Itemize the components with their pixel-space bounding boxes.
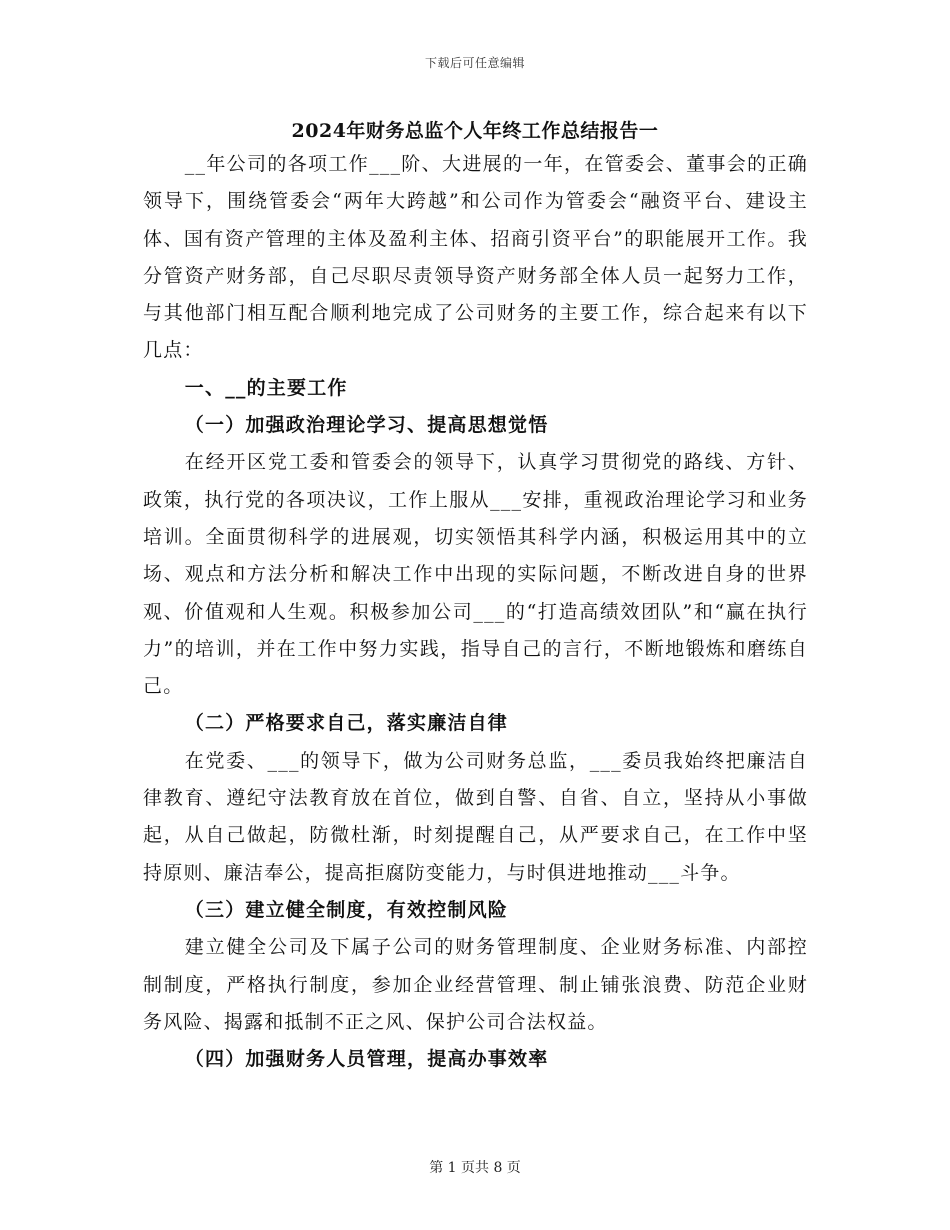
body-paragraph: __年公司的各项工作___阶、大进展的一年，在管委会、董事会的正确领导下，围绕管委会“两年大跨越”和公司作为管委会“融资平台、建设主体、国有资产管理的主体及盈利主体、招商引资平台”的职能展开工作。我分管资产财务部，自己尽职尽责领导资产财务部全体人员一起努力工作，与其他部门相互配合顺利地完成了公司财务的主要工作，综合起来有以下几点： (143, 153, 808, 362)
subsection-heading: （二）严格要求自己，落实廉洁自律 (184, 712, 508, 735)
body-paragraph: 建立健全公司及下属子公司的财务管理制度、企业财务标准、内部控制制度，严格执行制度，参加企业经营管理、制止铺张浪费、防范企业财务风险、揭露和抵制不正之风、保护公司合法权益。 (143, 936, 808, 1033)
subsection-heading: （一）加强政治理论学习、提高思想觉悟 (184, 414, 549, 437)
document-title: 2024年财务总监个人年终工作总结报告一 (291, 120, 659, 142)
body-paragraph: 在党委、___的领导下，做为公司财务总监，___委员我始终把廉洁自律教育、遵纪守法教育放在首位，做到自警、自省、自立，坚持从小事做起，从自己做起，防微杜渐，时刻提醒自己，从严要求自己，在工作中坚持原则、廉洁奉公，提高拒腐防变能力，与时俱进地推动___斗争。 (143, 749, 808, 884)
document-body (143, 146, 808, 1078)
subsection-heading: （四）加强财务人员管理，提高办事效率 (184, 1048, 549, 1071)
page-footer: 第 1 页共 8 页 (429, 1160, 521, 1176)
subsection-heading: （三）建立健全制度，有效控制风险 (184, 898, 508, 921)
body-paragraph: 在经开区党工委和管委会的领导下，认真学习贯彻党的路线、方针、政策，执行党的各项决议，工作上服从___安排，重视政治理论学习和业务培训。全面贯彻科学的进展观，切实领悟其科学内涵，积极运用其中的立场、观点和方法分析和解决工作中出现的实际问题，不断改进自身的世界观、价值观和人生观。积极参加公司___的“打造高绩效团队”和“赢在执行力”的培训，并在工作中努力实践，指导自己的言行，不断地锻炼和磨练自己。 (143, 451, 808, 698)
section-heading: 一、__的主要工作 (184, 376, 348, 399)
header-note: 下载后可任意编辑 (424, 56, 525, 70)
